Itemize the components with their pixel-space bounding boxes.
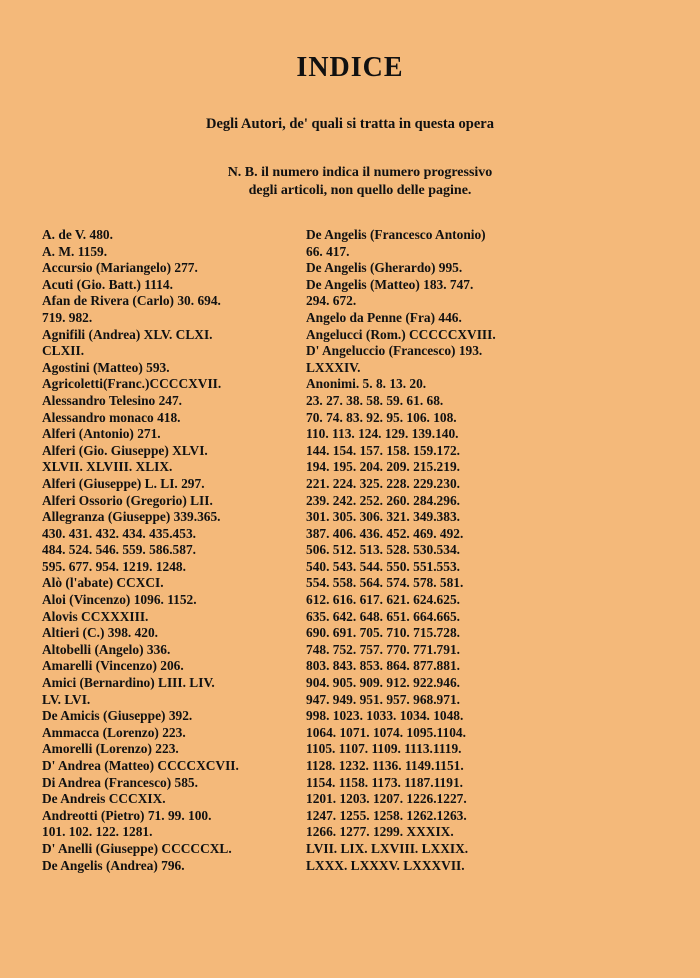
index-entry: 70. 74. 83. 92. 95. 106. 108. bbox=[306, 409, 457, 425]
index-entry: De Angelis (Gherardo) 995. bbox=[306, 260, 463, 276]
index-entry: XLVII. XLVIII. XLIX. bbox=[42, 459, 173, 475]
index-entry: 612. 616. 617. 621. 624.625. bbox=[306, 592, 460, 608]
index-entry: 430. 431. 432. 434. 435.453. bbox=[42, 525, 196, 541]
index-entry: CLXII. bbox=[42, 343, 85, 359]
index-entry: Di Andrea (Francesco) 585. bbox=[42, 774, 198, 790]
index-entry: 1128. 1232. 1136. 1149.1151. bbox=[306, 758, 464, 773]
index-entry: Alessandro Telesino 247. bbox=[42, 392, 183, 408]
index-entry: 387. 406. 436. 452. 469. 492. bbox=[306, 525, 464, 541]
index-entry: Agostini (Matteo) 593. bbox=[42, 359, 170, 375]
index-entry: 748. 752. 757. 770. 771.791. bbox=[306, 641, 460, 657]
index-entry: De Angelis (Francesco Antonio) bbox=[306, 227, 486, 242]
index-entry: 301. 305. 306. 321. 349.383. bbox=[306, 509, 460, 525]
index-entry: Altobelli (Angelo) 336. bbox=[42, 641, 171, 657]
index-entry: Ammacca (Lorenzo) 223. bbox=[42, 724, 186, 740]
index-entry: Alò (l'abate) CCXCI. bbox=[42, 575, 164, 591]
index-entry: Afan de Rivera (Carlo) 30. 694. bbox=[42, 293, 221, 309]
index-entry: 690. 691. 705. 710. 715.728. bbox=[306, 625, 460, 641]
index-entry: De Amicis (Giuseppe) 392. bbox=[42, 708, 193, 724]
index-entry: De Andreis CCCXIX. bbox=[42, 791, 166, 807]
index-entry: Andreotti (Pietro) 71. 99. 100. bbox=[42, 807, 212, 823]
index-entry: Altieri (C.) 398. 420. bbox=[42, 625, 159, 641]
index-entry: Angelo da Penne (Fra) 446. bbox=[306, 309, 462, 325]
index-entry: Amarelli (Vincenzo) 206. bbox=[42, 658, 184, 674]
index-entry: 1201. 1203. 1207. 1226.1227. bbox=[306, 791, 467, 807]
index-entry: Alessandro monaco 418. bbox=[42, 409, 181, 425]
index-entry: 1064. 1071. 1074. 1095.1104. bbox=[306, 724, 466, 740]
index-entry: 803. 843. 853. 864. 877.881. bbox=[306, 658, 460, 674]
index-entry: 1105. 1107. 1109. 1113.1119. bbox=[306, 741, 462, 757]
index-entry: LVII. LIX. LXVIII. LXXIX. bbox=[306, 840, 469, 856]
index-entry: 23. 27. 38. 58. 59. 61. 68. bbox=[306, 392, 444, 408]
index-entry: 904. 905. 909. 912. 922.946. bbox=[306, 675, 460, 691]
index-column-left bbox=[42, 227, 282, 874]
index-entry: LXXX. LXXXV. LXXXVII. bbox=[306, 857, 465, 873]
index-entry: Agnifili (Andrea) XLV. CLXI. bbox=[42, 326, 213, 342]
index-entry: De Angelis (Andrea) 796. bbox=[42, 857, 185, 873]
index-entry: Anonimi. 5. 8. 13. 20. bbox=[306, 376, 427, 392]
index-entry: Angelucci (Rom.) CCCCCXVIII. bbox=[306, 326, 496, 342]
index-entry: 239. 242. 252. 260. 284.296. bbox=[306, 492, 460, 508]
index-entry: 1154. 1158. 1173. 1187.1191. bbox=[306, 774, 463, 790]
index-entry: Accursio (Mariangelo) 277. bbox=[42, 260, 198, 276]
index-entry: 484. 524. 546. 559. 586.587. bbox=[42, 542, 196, 558]
page-subtitle: Degli Autori, de' quali si tratta in questa opera bbox=[206, 116, 494, 132]
index-entry: D' Anelli (Giuseppe) CCCCCXL. bbox=[42, 840, 232, 856]
index-entry: Amici (Bernardino) LIII. LIV. bbox=[42, 675, 215, 691]
note-line: degli articoli, non quello delle pagine. bbox=[248, 183, 472, 198]
index-entry: 595. 677. 954. 1219. 1248. bbox=[42, 558, 186, 574]
index-entry: Agricoletti(Franc.)CCCCXVII. bbox=[42, 376, 222, 392]
index-entry: D' Andrea (Matteo) CCCCXCVII. bbox=[42, 758, 239, 773]
index-entry: LV. LVI. bbox=[42, 691, 91, 707]
index-entry: D' Angeluccio (Francesco) 193. bbox=[306, 343, 483, 359]
index-entry: 110. 113. 124. 129. 139.140. bbox=[306, 426, 459, 442]
index-entry: Allegranza (Giuseppe) 339.365. bbox=[42, 509, 221, 525]
index-column-right bbox=[306, 227, 538, 874]
index-entry: 947. 949. 951. 957. 968.971. bbox=[306, 691, 460, 707]
index-entry: Acuti (Gio. Batt.) 1114. bbox=[42, 276, 173, 292]
index-entry: 635. 642. 648. 651. 664.665. bbox=[306, 608, 460, 624]
index-entry: De Angelis (Matteo) 183. 747. bbox=[306, 276, 474, 292]
index-entry: Alovis CCXXXIII. bbox=[42, 608, 149, 624]
index-entry: 554. 558. 564. 574. 578. 581. bbox=[306, 575, 464, 591]
index-entry: 540. 543. 544. 550. 551.553. bbox=[306, 558, 460, 574]
index-entry: 294. 672. bbox=[306, 293, 357, 309]
index-entry: LXXXIV. bbox=[306, 359, 361, 375]
index-entry: Alferi (Antonio) 271. bbox=[42, 426, 161, 442]
index-entry: 1247. 1255. 1258. 1262.1263. bbox=[306, 807, 467, 823]
index-entry: A. de V. 480. bbox=[42, 227, 113, 242]
index-entry: Amorelli (Lorenzo) 223. bbox=[42, 741, 179, 757]
index-entry: 194. 195. 204. 209. 215.219. bbox=[306, 459, 460, 475]
index-entry: Alferi (Giuseppe) L. LI. 297. bbox=[42, 475, 205, 491]
index-entry: A. M. 1159. bbox=[42, 243, 108, 259]
index-entry: 66. 417. bbox=[306, 243, 350, 259]
page-title: INDICE bbox=[296, 52, 404, 83]
index-entry: 719. 982. bbox=[42, 309, 93, 325]
index-entry: 506. 512. 513. 528. 530.534. bbox=[306, 542, 460, 558]
index-entry: 144. 154. 157. 158. 159.172. bbox=[306, 442, 460, 458]
index-entry: 1266. 1277. 1299. XXXIX. bbox=[306, 824, 454, 840]
index-entry: 101. 102. 122. 1281. bbox=[42, 824, 153, 840]
index-entry: Alferi (Gio. Giuseppe) XLVI. bbox=[42, 442, 208, 458]
index-entry: 221. 224. 325. 228. 229.230. bbox=[306, 475, 460, 491]
note bbox=[60, 164, 660, 200]
index-entry: Aloi (Vincenzo) 1096. 1152. bbox=[42, 592, 197, 608]
index-entry: Alferi Ossorio (Gregorio) LII. bbox=[42, 492, 213, 508]
note-line: N. B. il numero indica il numero progressivo bbox=[227, 165, 493, 180]
index-entry: 998. 1023. 1033. 1034. 1048. bbox=[306, 708, 464, 724]
